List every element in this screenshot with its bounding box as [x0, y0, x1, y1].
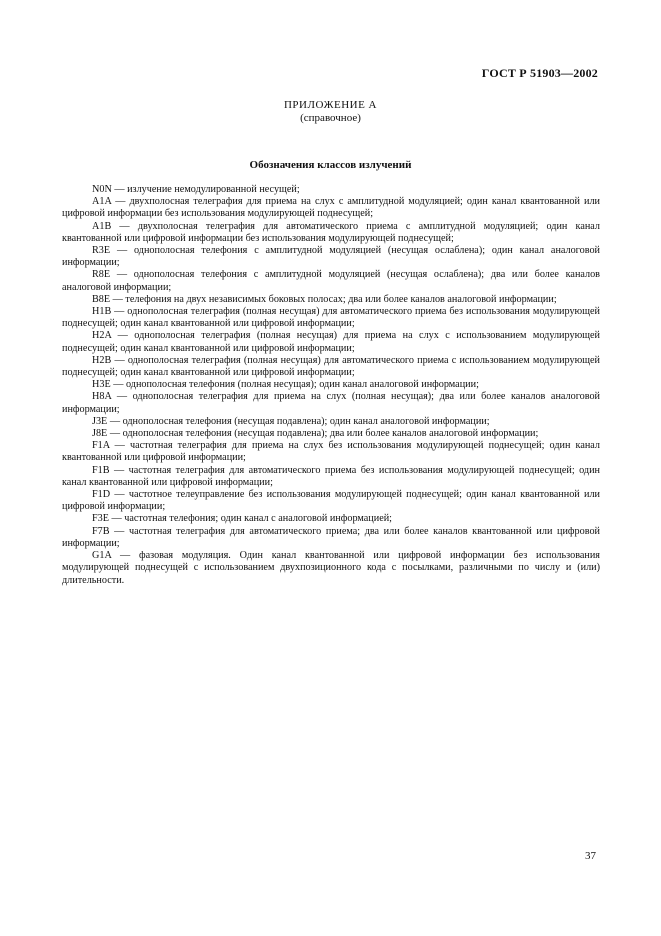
emission-class-entry: A1B — двухполосная телеграфия для автоматического приема с амплитудной модуляцией; один канал квантованной или цифровой информации без использования модулирующей поднесущей;: [62, 220, 600, 244]
appendix-heading: [0, 99, 661, 125]
emission-classes-list: [62, 184, 600, 587]
emission-class-entry: A1A — двухполосная телеграфия для приема на слух с амплитудной модуляцией; один канал квантованной или цифровой информации без использования модулирующей поднесущей;: [62, 196, 600, 220]
emission-class-entry: H8A — однополосная телеграфия для приема на слух (полная несущая); два или более каналов аналоговой информации;: [62, 391, 600, 415]
emission-class-entry: F3E — частотная телефония; один канал с аналоговой информацией;: [92, 513, 393, 525]
emission-class-entry: H2B — однополосная телеграфия (полная несущая) для автоматического приема с использованием модулирующей поднесущей; один канал квантованной или цифровой информации;: [62, 354, 600, 379]
document-id: ГОСТ Р 51903—2002: [481, 66, 598, 80]
emission-class-entry: G1A — фазовая модуляция. Один канал квантованной или цифровой информации без использования модулирующей поднесущей с использованием двухпозиционного кода с посылками, различными по числу и (или) длительности.: [62, 550, 600, 586]
emission-class-entry: J3E — однополосная телефония (несущая подавлена); один канал аналоговой информации;: [92, 415, 490, 427]
emission-class-entry: B8E — телефония на двух независимых боковых полосах; два или более каналов аналоговой информации;: [92, 293, 557, 305]
emission-class-entry: H3E — однополосная телефония (полная несущая); один канал аналоговой информации;: [92, 379, 479, 391]
emission-class-entry: H2A — однополосная телеграфия (полная несущая) для приема на слух с использованием модулирующей поднесущей; один канал квантованной или цифровой информации;: [62, 330, 600, 354]
section-title: Обозначения классов излучений: [249, 159, 412, 171]
appendix-subtitle: (справочное): [300, 112, 361, 124]
emission-class-entry: H1B — однополосная телеграфия (полная несущая) для автоматического приема без использования модулирующей поднесущей; один канал квантованной или цифровой информации;: [62, 306, 600, 330]
emission-class-entry: R8E — однополосная телефония с амплитудной модуляцией (несущая ослаблена); два или более каналов аналоговой информации;: [62, 269, 600, 293]
emission-class-entry: N0N — излучение немодулированной несущей;: [92, 184, 300, 195]
emission-class-entry: F7B — частотная телеграфия для автоматического приема; два или более каналов квантованной или цифровой информации;: [62, 525, 600, 549]
appendix-title: ПРИЛОЖЕНИЕ А: [283, 99, 377, 111]
emission-class-entry: F1D — частотное телеуправление без использования модулирующей поднесущей; один канал квантованной или цифровой информации;: [62, 489, 600, 513]
emission-class-entry: R3E — однополосная телефония с амплитудной модуляцией (несущая ослаблена); один канал аналоговой информации;: [62, 245, 600, 269]
page-number: 37: [585, 850, 596, 862]
emission-class-entry: F1B — частотная телеграфия для автоматического приема без использования модулирующей поднесущей; один канал квантованной или цифровой информации;: [62, 464, 600, 488]
emission-class-entry: F1A — частотная телеграфия для приема на слух без использования модулирующей поднесущей; один канал квантованной или цифровой информации;: [62, 440, 600, 464]
emission-class-entry: J8E — однополосная телефония (несущая подавлена); два или более каналов аналоговой информации;: [92, 428, 539, 440]
